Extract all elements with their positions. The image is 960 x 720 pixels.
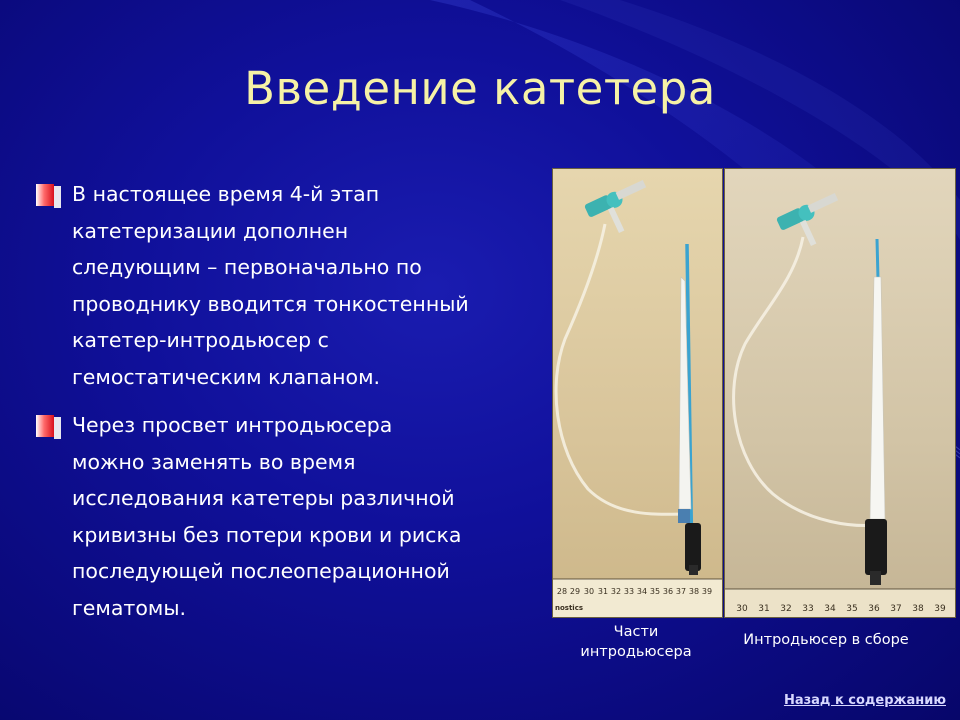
ruler-number: 34 xyxy=(824,604,836,614)
bullet-text: Через просвет интродьюсера можно заменять во время исследования катетеры различной кривизны без потери крови и риска последующей послеоперационной гематомы. xyxy=(72,413,462,620)
ruler-number: 37 xyxy=(890,604,902,614)
bullet-list xyxy=(34,176,554,638)
ruler-number: 33 xyxy=(623,587,635,596)
ruler-number: 35 xyxy=(846,604,858,614)
ruler-number: 30 xyxy=(583,587,595,596)
ruler-number: 37 xyxy=(675,587,687,596)
bullet-marker-icon xyxy=(36,184,64,208)
ruler-number: 34 xyxy=(636,587,648,596)
ruler-number: 38 xyxy=(688,587,700,596)
ruler-number: 32 xyxy=(780,604,792,614)
bullet-item xyxy=(34,176,554,395)
ruler-number: 30 xyxy=(736,604,748,614)
ruler-number: 35 xyxy=(649,587,661,596)
ruler-number: 31 xyxy=(758,604,770,614)
bullet-item xyxy=(34,407,554,626)
slide-title: Введение катетера xyxy=(244,62,716,115)
assembled-introducer-photo xyxy=(724,168,956,618)
ruler-number: 29 xyxy=(569,587,581,596)
back-to-contents-link[interactable]: Назад к содержанию xyxy=(783,693,946,708)
introducer-parts-photo xyxy=(552,168,723,618)
ruler-number: 33 xyxy=(802,604,814,614)
ruler-number: 39 xyxy=(934,604,946,614)
ruler-number: 31 xyxy=(597,587,609,596)
ruler-number: 36 xyxy=(662,587,674,596)
bullet-marker-icon xyxy=(36,415,64,439)
ruler-number: 39 xyxy=(701,587,713,596)
ruler-brand: nostics xyxy=(555,604,584,612)
photo-caption-parts: Части интродьюсера xyxy=(580,624,692,660)
photo-caption-assembled: Интродьюсер в сборе xyxy=(743,632,909,648)
bullet-text: В настоящее время 4-й этап катетеризации дополнен следующим – первоначально по проводнику вводится тонкостенный катетер-интродьюсер с гемостатическим клапаном. xyxy=(72,182,469,389)
ruler-number: 36 xyxy=(868,604,880,614)
ruler-number: 28 xyxy=(556,587,568,596)
ruler-number: 32 xyxy=(610,587,622,596)
ruler-number: 38 xyxy=(912,604,924,614)
